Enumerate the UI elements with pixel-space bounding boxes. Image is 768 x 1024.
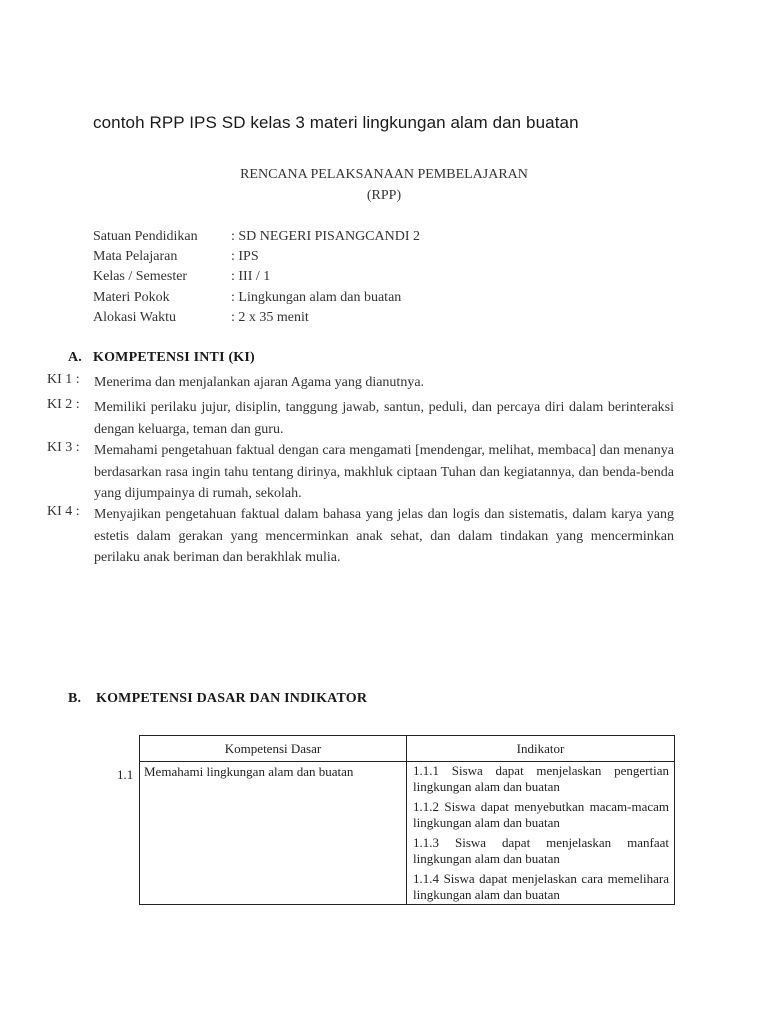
ki-item bbox=[47, 397, 674, 440]
kd-text: Memahami lingkungan alam dan buatan bbox=[144, 764, 354, 779]
meta-value-alokasi: : 2 x 35 menit bbox=[231, 310, 309, 325]
ki-label: KI 4 : bbox=[47, 504, 80, 519]
section-a-marker: A. bbox=[68, 350, 83, 365]
ki-text: Memahami pengetahuan faktual dengan cara mengamati [mendengar, melihat, membaca] dan menanya berdasarkan rasa ingin tahu tentang dirinya, makhluk ciptaan Tuhan dan kegiatannya, dan benda-benda yang dijumpainya di rumah, sekolah. bbox=[94, 443, 674, 501]
section-b-title: KOMPETENSI DASAR DAN INDIKATOR bbox=[96, 691, 368, 706]
table-header-row bbox=[140, 736, 675, 762]
meta-label-alokasi: Alokasi Waktu bbox=[93, 310, 176, 325]
column-header-kompetensi: Kompetensi Dasar bbox=[140, 736, 407, 762]
kd-cell bbox=[140, 762, 407, 905]
indicator-item: 1.1.3 Siswa dapat menjelaskan manfaat lingkungan alam dan buatan bbox=[413, 835, 669, 866]
indicator-cell bbox=[407, 762, 675, 905]
table-row bbox=[140, 762, 675, 905]
document-subheading: (RPP) bbox=[366, 188, 402, 203]
meta-value-mapel: : IPS bbox=[231, 249, 259, 264]
meta-value-satuan: : SD NEGERI PISANGCANDI 2 bbox=[231, 229, 421, 244]
kd-number: 1.1 bbox=[117, 767, 134, 782]
meta-value-kelas: : III / 1 bbox=[231, 269, 271, 284]
competency-table bbox=[139, 735, 675, 905]
indicator-item: 1.1.1 Siswa dapat menjelaskan pengertian lingkungan alam dan buatan bbox=[413, 763, 669, 794]
ki-text: Memiliki perilaku jujur, disiplin, tanggung jawab, santun, peduli, dan percaya diri dalam berinteraksi dengan keluarga, teman dan guru. bbox=[94, 400, 674, 437]
meta-label-satuan: Satuan Pendidikan bbox=[93, 229, 198, 244]
ki-label: KI 1 : bbox=[47, 372, 80, 387]
column-header-indikator: Indikator bbox=[407, 736, 675, 762]
section-b-marker: B. bbox=[68, 691, 82, 706]
ki-text: Menerima dan menjalankan ajaran Agama yang dianutnya. bbox=[94, 375, 425, 390]
ki-label: KI 2 : bbox=[47, 397, 80, 412]
ki-text: Menyajikan pengetahuan faktual dalam bahasa yang jelas dan logis dan sistematis, dalam karya yang estetis dalam gerakan yang mencerminkan anak sehat, dan dalam tindakan yang mencerminkan perilaku anak beriman dan berakhlak mulia. bbox=[94, 507, 674, 565]
meta-value-materi: : Lingkungan alam dan buatan bbox=[231, 290, 402, 305]
ki-item bbox=[47, 504, 674, 569]
page-title: contoh RPP IPS SD kelas 3 materi lingkungan alam dan buatan bbox=[93, 113, 579, 132]
section-a-title: KOMPETENSI INTI (KI) bbox=[93, 350, 255, 365]
document-heading: RENCANA PELAKSANAAN PEMBELAJARAN bbox=[240, 167, 528, 182]
indicator-item: 1.1.2 Siswa dapat menyebutkan macam-macam lingkungan alam dan buatan bbox=[413, 799, 669, 830]
ki-label: KI 3 : bbox=[47, 440, 80, 455]
ki-item bbox=[47, 372, 674, 394]
meta-label-mapel: Mata Pelajaran bbox=[93, 249, 178, 264]
indicator-item: 1.1.4 Siswa dapat menjelaskan cara memelihara lingkungan alam dan buatan bbox=[413, 871, 669, 902]
meta-label-kelas: Kelas / Semester bbox=[93, 269, 188, 284]
meta-label-materi: Materi Pokok bbox=[93, 290, 170, 305]
ki-item bbox=[47, 440, 674, 505]
